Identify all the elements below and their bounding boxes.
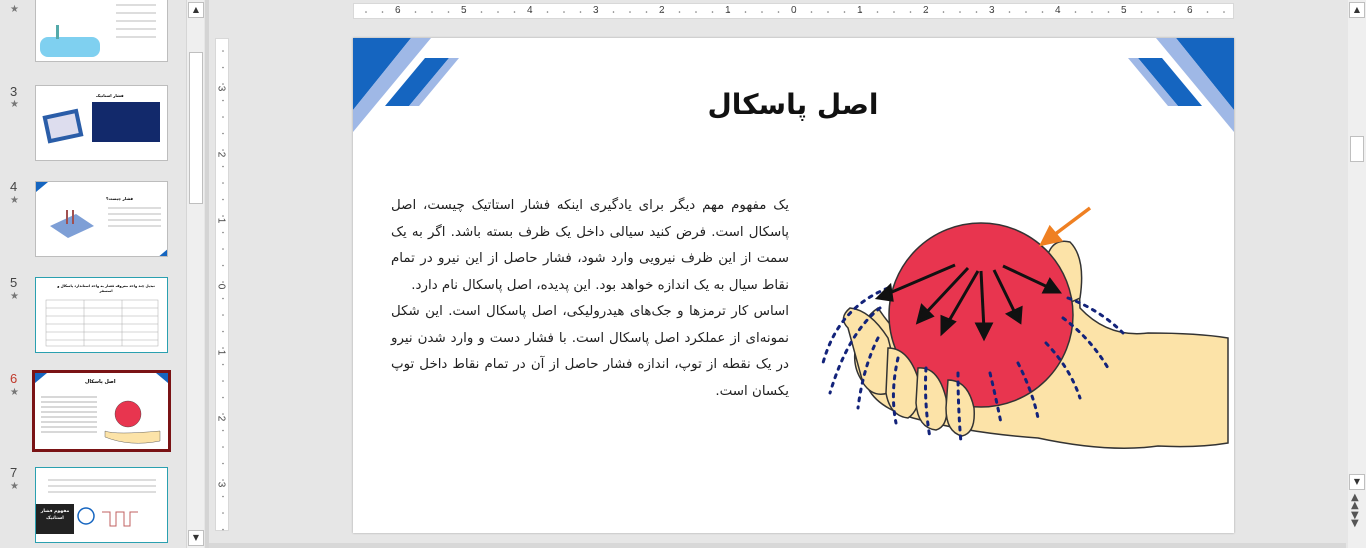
- ruler-tick: [679, 11, 681, 13]
- ruler-tick: [222, 265, 224, 267]
- ruler-tick: [222, 512, 224, 514]
- thumbnail-graphic: [36, 182, 168, 257]
- ruler-tick: [1075, 11, 1077, 13]
- ruler-tick: [365, 11, 367, 13]
- ruler-label: 2: [923, 5, 929, 16]
- thumbnail-scrollbar[interactable]: [186, 0, 204, 548]
- thumbnail-graphic: [36, 468, 168, 543]
- thumbnail-title: فشار چیست؟: [106, 196, 134, 201]
- ruler-tick: [1223, 11, 1225, 13]
- slide-number: 3: [10, 84, 18, 99]
- star-icon: ★: [10, 195, 19, 206]
- slide-body-text[interactable]: [391, 193, 789, 405]
- ruler-tick: [646, 11, 648, 13]
- ruler-tick: [877, 11, 879, 13]
- slide-title[interactable]: اصل پاسکال: [707, 88, 879, 121]
- ruler-label: 3: [593, 5, 599, 16]
- ruler-tick: [563, 11, 565, 13]
- slide-number: 5: [10, 275, 18, 290]
- ruler-tick: [811, 11, 813, 13]
- ruler-tick: [1009, 11, 1011, 13]
- ruler-tick: [222, 529, 224, 531]
- ruler-tick: [222, 496, 224, 498]
- ruler-tick: [547, 11, 549, 13]
- body-paragraph: یک مفهوم مهم دیگر برای یادگیری اینکه فشار استاتیک چیست، اصل پاسکال است. فرض کنید سیالی داخل یک ظرف بسته باشد. اگر به یک سمت از این ظرف نیرویی وارد شود، فشار حاصل از این نیرو در تمام نقاط سیال به یک اندازه خواهد بود. این پدیده، اصل پاسکال نام دارد.: [391, 198, 789, 293]
- ruler-label: 4: [527, 5, 533, 16]
- horizontal-ruler[interactable]: [353, 3, 1234, 19]
- thumbnail-preview[interactable]: [35, 467, 168, 543]
- star-icon: ★: [10, 481, 19, 492]
- ruler-tick: [222, 50, 224, 52]
- thumbnail-title: فشار استاتیک: [96, 93, 124, 98]
- ruler-label: 2: [215, 415, 227, 422]
- ruler-tick: [222, 298, 224, 300]
- ruler-tick: [222, 215, 224, 217]
- ruler-label: 6: [1187, 5, 1193, 16]
- status-area-edge: [209, 543, 1346, 548]
- star-icon: ★: [10, 387, 19, 398]
- thumbnail-preview[interactable]: [35, 277, 168, 353]
- ruler-tick: [761, 11, 763, 13]
- ruler-tick: [222, 232, 224, 234]
- scroll-down-button[interactable]: ▼: [1349, 474, 1365, 490]
- ruler-tick: [1091, 11, 1093, 13]
- star-icon: ★: [10, 291, 19, 302]
- ruler-tick: [222, 347, 224, 349]
- ruler-tick: [629, 11, 631, 13]
- vertical-ruler[interactable]: [215, 38, 229, 531]
- pascal-ball-illustration: [818, 198, 1234, 498]
- ruler-tick: [712, 11, 714, 13]
- ruler-tick: [222, 182, 224, 184]
- ruler-label: 6: [395, 5, 401, 16]
- ruler-tick: [613, 11, 615, 13]
- ruler-tick: [222, 248, 224, 250]
- pipe-diagram-icon: [36, 0, 168, 62]
- ruler-tick: [222, 199, 224, 201]
- ruler-tick: [222, 281, 224, 283]
- ruler-tick: [844, 11, 846, 13]
- star-icon: ★: [10, 4, 19, 15]
- ruler-tick: [959, 11, 961, 13]
- ruler-tick: [415, 11, 417, 13]
- ruler-label: 3: [215, 85, 227, 92]
- ruler-tick: [943, 11, 945, 13]
- ruler-tick: [893, 11, 895, 13]
- ruler-tick: [580, 11, 582, 13]
- thumbnail-preview[interactable]: [35, 85, 168, 161]
- ruler-tick: [222, 397, 224, 399]
- body-paragraph: اساس کار ترمزها و جک‌های هیدرولیکی، اصل پاسکال است. این شکل نمونه‌ای از عملکرد اصل پاسکال است. با فشار دست و وارد شدن نیرو در یک نقطه از توپ، اندازه فشار حاصل از آن در تمام نقاط داخل توپ یکسان است.: [391, 304, 789, 399]
- ruler-tick: [745, 11, 747, 13]
- ruler-tick: [431, 11, 433, 13]
- scroll-down-button[interactable]: ▼: [188, 530, 204, 546]
- ruler-tick: [1108, 11, 1110, 13]
- ruler-tick: [222, 67, 224, 69]
- ruler-label: 2: [215, 151, 227, 158]
- ruler-label: 0: [791, 5, 797, 16]
- scroll-up-button[interactable]: ▲: [1349, 2, 1365, 18]
- ruler-tick: [1042, 11, 1044, 13]
- next-slide-icon[interactable]: ▼ ▼: [1351, 510, 1359, 529]
- ruler-label: 1: [215, 349, 227, 356]
- ruler-tick: [695, 11, 697, 13]
- ruler-tick: [382, 11, 384, 13]
- ruler-label: 1: [857, 5, 863, 16]
- slide-thumbnail-pane: [0, 0, 186, 548]
- ruler-label: 3: [989, 5, 995, 16]
- ruler-tick: [497, 11, 499, 13]
- ruler-label: 1: [215, 217, 227, 224]
- ruler-label: 1: [725, 5, 731, 16]
- external-force-arrow: [1042, 208, 1090, 244]
- ruler-tick: [976, 11, 978, 13]
- ruler-label: 5: [461, 5, 467, 16]
- slide-number: 6: [10, 371, 18, 386]
- thumbnail-label: مفهوم فشار استاتیک: [40, 509, 70, 521]
- ruler-label: 4: [1055, 5, 1061, 16]
- ruler-tick: [222, 83, 224, 85]
- thumbnail-title: اصل پاسکال: [85, 379, 116, 385]
- ruler-tick: [222, 314, 224, 316]
- ruler-tick: [1174, 11, 1176, 13]
- ruler-tick: [1025, 11, 1027, 13]
- ruler-tick: [1157, 11, 1159, 13]
- ruler-label: 5: [1121, 5, 1127, 16]
- ruler-tick: [481, 11, 483, 13]
- ruler-tick: [222, 430, 224, 432]
- ruler-tick: [222, 364, 224, 366]
- ruler-tick: [222, 133, 224, 135]
- ruler-tick: [827, 11, 829, 13]
- ruler-tick: [448, 11, 450, 13]
- ruler-tick: [222, 116, 224, 118]
- ruler-label: 0: [215, 283, 227, 290]
- main-scrollbar[interactable]: [1348, 0, 1366, 548]
- scroll-up-button[interactable]: ▲: [188, 2, 204, 18]
- ruler-label: 2: [659, 5, 665, 16]
- ruler-tick: [222, 380, 224, 382]
- ruler-tick: [222, 166, 224, 168]
- scroll-thumb[interactable]: [1350, 136, 1364, 162]
- ruler-tick: [778, 11, 780, 13]
- ruler-tick: [222, 100, 224, 102]
- thumbnail-preview[interactable]: [35, 181, 168, 257]
- ruler-tick: [222, 149, 224, 151]
- ruler-tick: [514, 11, 516, 13]
- slide-number: 4: [10, 179, 18, 194]
- thumbnail-title: تبدیل چند واحد معروف فشار به واحد استاندارد پاسکال و اتمسفر: [57, 284, 155, 293]
- ruler-tick: [910, 11, 912, 13]
- slide-canvas[interactable]: [353, 38, 1234, 533]
- thumbnail-preview[interactable]: [35, 0, 168, 62]
- pane-splitter[interactable]: [205, 0, 209, 548]
- ruler-tick: [222, 463, 224, 465]
- previous-slide-icon[interactable]: ▲ ▲: [1351, 492, 1359, 511]
- ruler-tick: [222, 479, 224, 481]
- scroll-thumb[interactable]: [189, 52, 203, 204]
- ruler-tick: [1141, 11, 1143, 13]
- ruler-tick: [222, 331, 224, 333]
- ruler-tick: [222, 413, 224, 415]
- ruler-tick: [1207, 11, 1209, 13]
- thumbnail-table: [36, 278, 168, 353]
- star-icon: ★: [10, 99, 19, 110]
- ruler-label: 3: [215, 481, 227, 488]
- ruler-tick: [222, 446, 224, 448]
- slide-number: 7: [10, 465, 18, 480]
- thumbnail-preview-selected[interactable]: [32, 370, 171, 452]
